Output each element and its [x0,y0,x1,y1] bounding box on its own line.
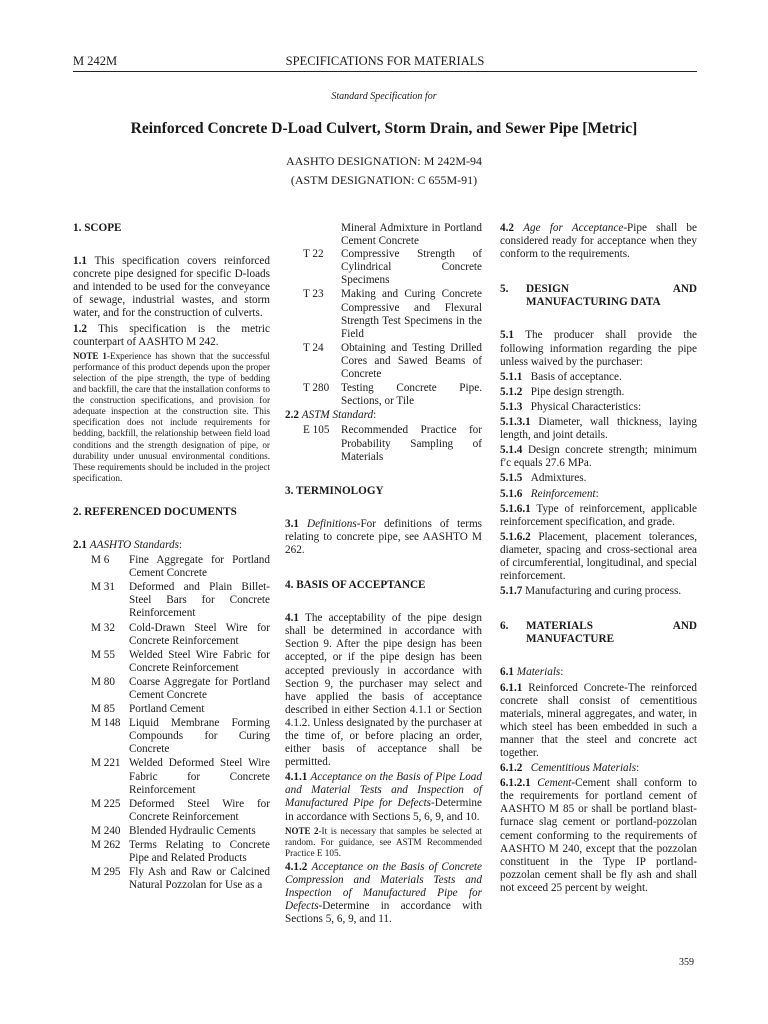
reference-item: M 262 Terms Relating to Concrete Pipe and Related Products [91,839,270,865]
aashto-test-reference-list [285,248,482,408]
running-header [73,54,697,70]
paragraph-5-1-1: 5.1.1 Basis of acceptance. [500,370,622,383]
section-heading-referenced-documents: 2. REFERENCED DOCUMENTS [73,505,237,518]
paragraph-1-1: 1.1 This specification covers reinforced concrete pipe designed for specific D-loads and intended to be used for the conveyance of sewage, industrial wastes, and storm water, and for the construction of culverts. [73,255,270,320]
reference-item: M 295 Fly Ash and Raw or Calcined Natural Pozzolan for Use as a [91,866,270,892]
paragraph-2-2: 2.2 ASTM Standard: [285,409,377,422]
reference-item: T 22 Compressive Strength of Cylindrical Concrete Specimens [303,248,482,287]
paragraph-5-1-2: 5.1.2 Pipe design strength. [500,385,625,398]
reference-item: M 85 Portland Cement [91,703,205,716]
reference-item: M 55 Welded Steel Wire Fabric for Concrete Reinforcement [91,648,270,674]
paragraph-6-1-1: 6.1.1 Reinforced Concrete-The reinforced concrete shall consist of cementitious materials, mineral aggregates, and water, in which steel has been embedded in such a manner that the steel and concrete act together. [500,681,697,759]
paragraph-5-1-6: 5.1.6 Reinforcement: [500,487,599,500]
reference-item: M 80 Coarse Aggregate for Portland Cement Concrete [91,675,270,701]
reference-item: M 225 Deformed Steel Wire for Concrete Reinforcement [91,797,270,823]
paragraph-4-2: 4.2 Age for Acceptance-Pipe shall be considered ready for acceptance when they conform to the requirements. [500,222,697,261]
reference-item: M 32 Cold-Drawn Steel Wire for Concrete Reinforcement [91,621,270,647]
reference-item: M 31 Deformed and Plain Billet-Steel Bars for Concrete Reinforcement [91,581,270,620]
header-title: SPECIFICATIONS FOR MATERIALS [285,54,485,68]
page-number: 359 [679,957,694,968]
paragraph-5-1: 5.1 The producer shall provide the following information regarding the pipe unless waived by the purchaser: [500,329,697,368]
paragraph-3-1: 3.1 Definitions-For definitions of terms relating to concrete pipe, see AASHTO M 262. [285,517,483,556]
paragraph-5-1-3-1: 5.1.3.1 Diameter, wall thickness, laying length, and joint details. [500,416,697,442]
column-1 [73,222,270,893]
standard-label: Standard Specification for [331,91,437,102]
reference-item: M 6 Fine Aggregate for Portland Cement Concrete [91,554,270,580]
paragraph-6-1: 6.1 Materials: [500,666,564,679]
section-heading-basis-of-acceptance: 4. BASIS OF ACCEPTANCE [285,579,426,592]
reference-continuation: Mineral Admixture in Portland Cement Concrete [341,222,482,248]
section-heading-materials: 6. MATERIALS AND MANUFACTURE [500,620,697,646]
paragraph-6-1-2: 6.1.2 Cementitious Materials: [500,762,640,775]
astm-reference-item: E 105 Recommended Practice for Probability Sampling of Materials [303,424,482,463]
reference-item: M 240 Blended Hydraulic Cements [91,824,256,837]
column-2 [285,222,482,928]
section-heading-terminology: 3. TERMINOLOGY [285,484,384,497]
paragraph-5-1-7: 5.1.7 Manufacturing and curing process. [500,585,682,598]
reference-item: T 23 Making and Curing Concrete Compressive and Flexural Strength Test Specimens in the Field [303,288,482,340]
section-heading-scope: 1. SCOPE [73,222,122,234]
section-heading-design-data: 5. DESIGN AND MANUFACTURING DATA [500,283,697,309]
astm-designation: (ASTM DESIGNATION: C 655M-91) [290,173,478,187]
paragraph-5-1-6-1: 5.1.6.1 Type of reinforcement, applicable reinforcement specification, and grade. [500,502,697,528]
paragraph-5-1-3: 5.1.3 Physical Characteristics: [500,400,642,413]
aashto-reference-list [73,554,270,892]
reference-item: T 280 Testing Concrete Pipe. Sections, or Tile [303,382,482,408]
paragraph-2-1: 2.1 AASHTO Standards: [73,538,183,551]
paragraph-4-1-2: 4.1.2 Acceptance on the Basis of Concrete Compression and Materials Tests and Inspection of Manufactured Pipe for Defects-Determine in accordance with Sections 5, 6, 9, and 11. [285,860,483,926]
column-3 [500,222,697,897]
reference-item: M 221 Welded Deformed Steel Wire Fabric for Concrete Reinforcement [91,757,270,796]
reference-item: M 148 Liquid Membrane Forming Compounds for Curing Concrete [91,717,270,756]
paragraph-6-1-2-1: 6.1.2.1 Cement-Cement shall conform to the requirements for portland cement of AASHTO M 85 or shall be portland blast-furnace slag cement or portland-pozzolan cement conforming to the requirements of AASHTO M 240, except that the pozzolan constituent in the Type IP portland-pozzolan cement shall be fly ash and shall not exceed 25 percent by weight. [500,777,697,894]
paragraph-1-2: 1.2 This specification is the metric counterpart of AASHTO M 242. [73,322,270,348]
note-2: NOTE 2-It is necessary that samples be selected at random. For guidance, see ASTM Recommended Practice E 105. [285,825,482,858]
reference-item: T 24 Obtaining and Testing Drilled Cores and Sawed Beams of Concrete [303,341,482,381]
paragraph-5-1-5: 5.1.5 Admixtures. [500,472,587,485]
header-designation: M 242M [73,54,118,68]
aashto-designation: AASHTO DESIGNATION: M 242M-94 [285,154,483,168]
paragraph-5-1-6-2: 5.1.6.2 Placement, placement tolerances, diameter, spacing and cross-sectional area of circumferential, longitudinal, and special reinforcement. [500,530,697,583]
note-1: NOTE 1-Experience has shown that the successful performance of this product depends upon the proper selection of the pipe strength, the type of bedding and backfill, the care that the installation conforms to the construction specifications, and provision for adequate inspection at the construction site. This specification does not include requirements for bedding, backfill, the relationship between field load conditions and the strength designation of pipe, or durability under unusual environmental conditions. These requirements should be included in the project specification. [73,350,270,483]
header-rule [73,71,697,72]
document-title: Reinforced Concrete D-Load Culvert, Storm Drain, and Sewer Pipe [Metric] [130,120,638,137]
paragraph-5-1-4: 5.1.4 Design concrete strength; minimum f′c equals 27.6 MPa. [500,444,697,470]
paragraph-4-1-1: 4.1.1 Acceptance on the Basis of Pipe Load and Material Tests and Inspection of Manufactured Pipe for Defects-Determine in accordance with Sections 5, 6, 9, and 10. [285,771,482,823]
paragraph-4-1: 4.1 The acceptability of the pipe design shall be determined in accordance with Section 9. After the pipe design has been accepted, or if the pipe design has been accepted previously in accordance with Section 9, the purchaser may select and have applied the basis of acceptance described in either Section 4.1.1 or Section 4.1.2. Unless designated by the purchaser at the time of, or before placing an order, either basis of acceptance shall be permitted. [285,612,482,769]
